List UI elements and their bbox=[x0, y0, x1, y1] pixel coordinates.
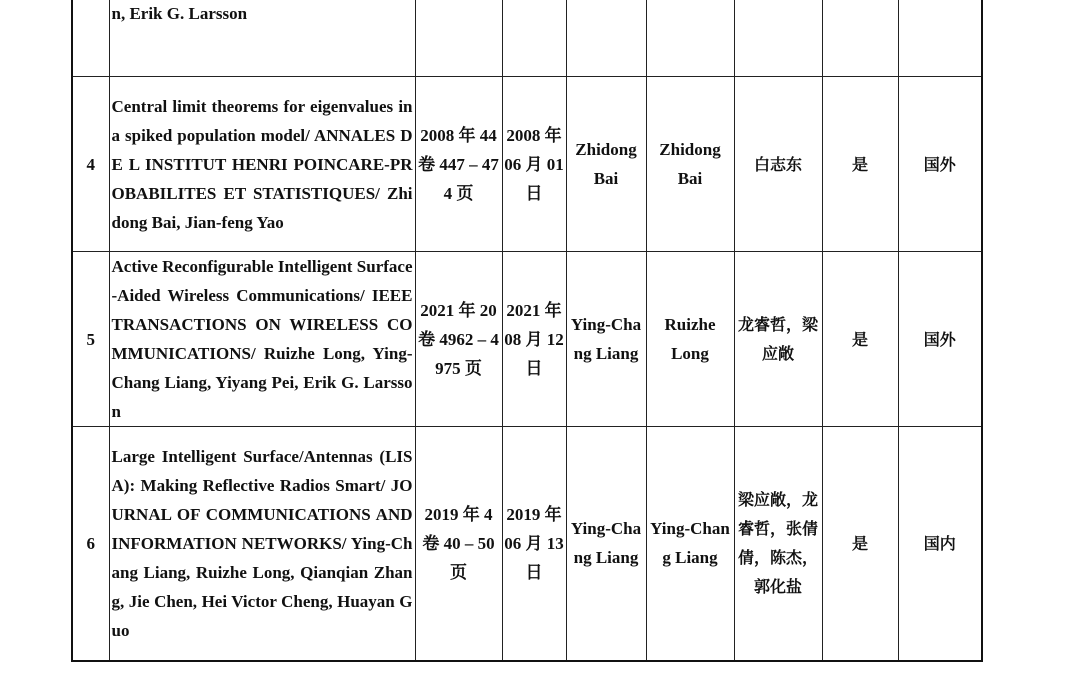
table-row bbox=[72, 77, 982, 252]
first-author: Ying-Chang Liang bbox=[566, 252, 646, 427]
table-row bbox=[72, 0, 982, 77]
flag: 是 bbox=[822, 77, 898, 252]
corresponding-author bbox=[646, 0, 734, 77]
corresponding-author: Zhidong Bai bbox=[646, 77, 734, 252]
region: 国外 bbox=[898, 252, 982, 427]
flag: 是 bbox=[822, 252, 898, 427]
corresponding-author: Ruizhe Long bbox=[646, 252, 734, 427]
region: 国内 bbox=[898, 427, 982, 661]
row-index: 5 bbox=[72, 252, 109, 427]
row-index: 4 bbox=[72, 77, 109, 252]
publish-date bbox=[502, 0, 566, 77]
publish-date: 2008 年 06 月 01 日 bbox=[502, 77, 566, 252]
paper-info: Central limit theorems for eigenvalues in a spiked population model/ ANNALES DE L INSTITUT HENRI POINCARE-PROBABILITES ET STATISTIQUES/ Zhidong Bai, Jian-feng Yao bbox=[109, 77, 415, 252]
publication-table bbox=[71, 0, 983, 662]
flag bbox=[822, 0, 898, 77]
paper-info: Active Reconfigurable Intelligent Surface-Aided Wireless Communications/ IEEE TRANSACTIONS ON WIRELESS COMMUNICATIONS/ Ruizhe Long, Ying-Chang Liang, Yiyang Pei, Erik G. Larsson bbox=[109, 252, 415, 427]
paper-info: n, Erik G. Larsson bbox=[109, 0, 415, 77]
corresponding-author: Ying-Chang Liang bbox=[646, 427, 734, 661]
first-author: Zhidong Bai bbox=[566, 77, 646, 252]
first-author: Ying-Chang Liang bbox=[566, 427, 646, 661]
publish-date: 2019 年 06 月 13 日 bbox=[502, 427, 566, 661]
local-authors: 龙睿哲，梁应敞 bbox=[734, 252, 822, 427]
volume-pages: 2019 年 4 卷 40 – 50 页 bbox=[415, 427, 502, 661]
first-author bbox=[566, 0, 646, 77]
paper-info: Large Intelligent Surface/Antennas (LISA): Making Reflective Radios Smart/ JOURNAL OF COMMUNICATIONS AND INFORMATION NETWORKS/ Ying-Chang Liang, Ruizhe Long, Qianqian Zhang, Jie Chen, Hei Victor Cheng, Huayan Guo bbox=[109, 427, 415, 661]
table-row bbox=[72, 427, 982, 661]
table-row bbox=[72, 252, 982, 427]
local-authors: 梁应敞，龙睿哲，张倩倩，陈杰，郭化盐 bbox=[734, 427, 822, 661]
flag: 是 bbox=[822, 427, 898, 661]
region: 国外 bbox=[898, 77, 982, 252]
volume-pages: 2021 年 20 卷 4962 – 4975 页 bbox=[415, 252, 502, 427]
publication-table-container bbox=[71, 0, 983, 662]
row-index: 6 bbox=[72, 427, 109, 661]
local-authors: 白志东 bbox=[734, 77, 822, 252]
publish-date: 2021 年 08 月 12 日 bbox=[502, 252, 566, 427]
region bbox=[898, 0, 982, 77]
row-index bbox=[72, 0, 109, 77]
volume-pages bbox=[415, 0, 502, 77]
volume-pages: 2008 年 44 卷 447 – 474 页 bbox=[415, 77, 502, 252]
local-authors bbox=[734, 0, 822, 77]
